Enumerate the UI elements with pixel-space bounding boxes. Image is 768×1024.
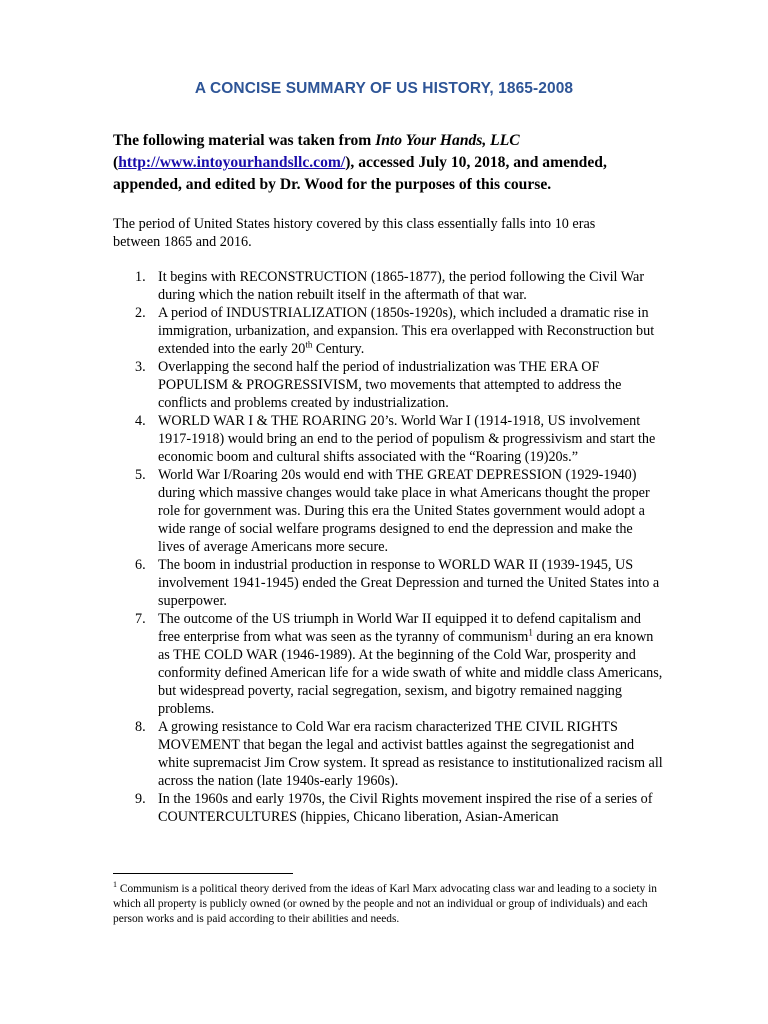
list-number: 3. — [135, 359, 146, 375]
list-number: 4. — [135, 413, 146, 429]
source-note-text: The following material was taken from — [113, 132, 376, 149]
list-item-text: In the 1960s and early 1970s, the Civil Rights movement inspired the rise of a series of COUNTERCULTURES (hippies, Chicano liberation, Asian-American — [158, 791, 653, 825]
source-note-text-end: ), accessed July 10, 2018, and amended, appended, and edited by Dr. Wood for the purposes of this course. — [113, 154, 607, 193]
list-number: 9. — [135, 791, 146, 807]
source-link[interactable]: http://www.intoyourhandsllc.com/ — [118, 154, 346, 171]
document-title: A CONCISE SUMMARY OF US HISTORY, 1865-2008 — [194, 80, 574, 97]
list-item-text-end: Century. — [312, 341, 365, 357]
list-number: 8. — [135, 719, 146, 735]
source-name: Into Your Hands, LLC — [375, 132, 520, 149]
footnote — [113, 882, 658, 927]
list-item-text-end: during an era known as THE COLD WAR (1946-1989). At the beginning of the Cold War, prosperity and conformity defined American life for a wide swath of white and middle class Americans, but widespread poverty, racial segregation, sexism, and bigotry remained nagging problems. — [158, 629, 663, 717]
list-item-era-7 — [113, 610, 663, 718]
source-paren: ( — [113, 154, 119, 171]
list-item-era-1 — [113, 268, 663, 304]
list-item-era-6 — [113, 556, 663, 610]
list-item-era-2 — [113, 304, 663, 358]
list-item-text: A growing resistance to Cold War era racism characterized THE CIVIL RIGHTS MOVEMENT that began the legal and activist battles against the segregationist and white supremacist Jim Crow system. It spread as resistance to institutionalized racism all across the nation (late 1940s-early 1960s). — [158, 719, 663, 789]
list-number: 6. — [135, 557, 146, 573]
list-item-text: It begins with RECONSTRUCTION (1865-1877), the period following the Civil War during which the nation rebuilt itself in the aftermath of that war. — [158, 269, 645, 303]
list-item-text: The boom in industrial production in response to WORLD WAR II (1939-1945, US involvement 1941-1945) ended the Great Depression and turned the United States into a superpower. — [158, 557, 660, 609]
footnote-mark: 1 — [113, 880, 117, 890]
list-item-text: A period of INDUSTRIALIZATION (1850s-1920s), which included a dramatic rise in immigration, urbanization, and expansion. This era overlapped with Reconstruction but extended into the early 20 — [158, 305, 655, 357]
list-item-text: World War I/Roaring 20s would end with THE GREAT DEPRESSION (1929-1940) during which massive changes would take place in what Americans thought the proper role for government was. During this era the United States government would adopt a wide range of social welfare programs designed to end the depression and make the lives of average Americans more secure. — [158, 467, 650, 555]
list-item-era-5 — [113, 466, 663, 556]
list-number: 2. — [135, 305, 146, 321]
list-item-text: The outcome of the US triumph in World War II equipped it to defend capitalism and free enterprise from what was seen as the tyranny of communism — [158, 611, 641, 645]
list-item-text: WORLD WAR I & THE ROARING 20’s. World War I (1914-1918, US involvement 1917-1918) would bring an end to the period of populism & progressivism and start the economic boom and cultural shifts associated with the “Roaring (19)20s.” — [158, 413, 656, 465]
list-number: 5. — [135, 467, 146, 483]
source-note — [113, 130, 673, 196]
list-item-era-4 — [113, 412, 663, 466]
superscript-th: th — [305, 339, 313, 350]
list-item-text: Overlapping the second half the period of industrialization was THE ERA OF POPULISM & PROGRESSIVISM, two movements that attempted to address the conflicts and problems created by industrialization. — [158, 359, 622, 411]
list-item-era-8 — [113, 718, 663, 790]
list-item-era-9 — [113, 790, 663, 826]
list-number: 7. — [135, 611, 146, 627]
intro-paragraph: The period of United States history covered by this class essentially falls into 10 eras between 1865 and 2016. — [113, 216, 596, 250]
footnote-divider — [113, 873, 293, 874]
list-number: 1. — [135, 269, 146, 285]
list-item-era-3 — [113, 358, 663, 412]
footnote-reference[interactable]: 1 — [528, 627, 533, 638]
footnote-text: Communism is a political theory derived from the ideas of Karl Marx advocating class war and leading to a society in which all property is publicly owned (or owned by the people and not an individual or group of individuals) and each person works and is paid according to their abilities and needs. — [113, 883, 657, 925]
eras-list — [113, 268, 663, 826]
